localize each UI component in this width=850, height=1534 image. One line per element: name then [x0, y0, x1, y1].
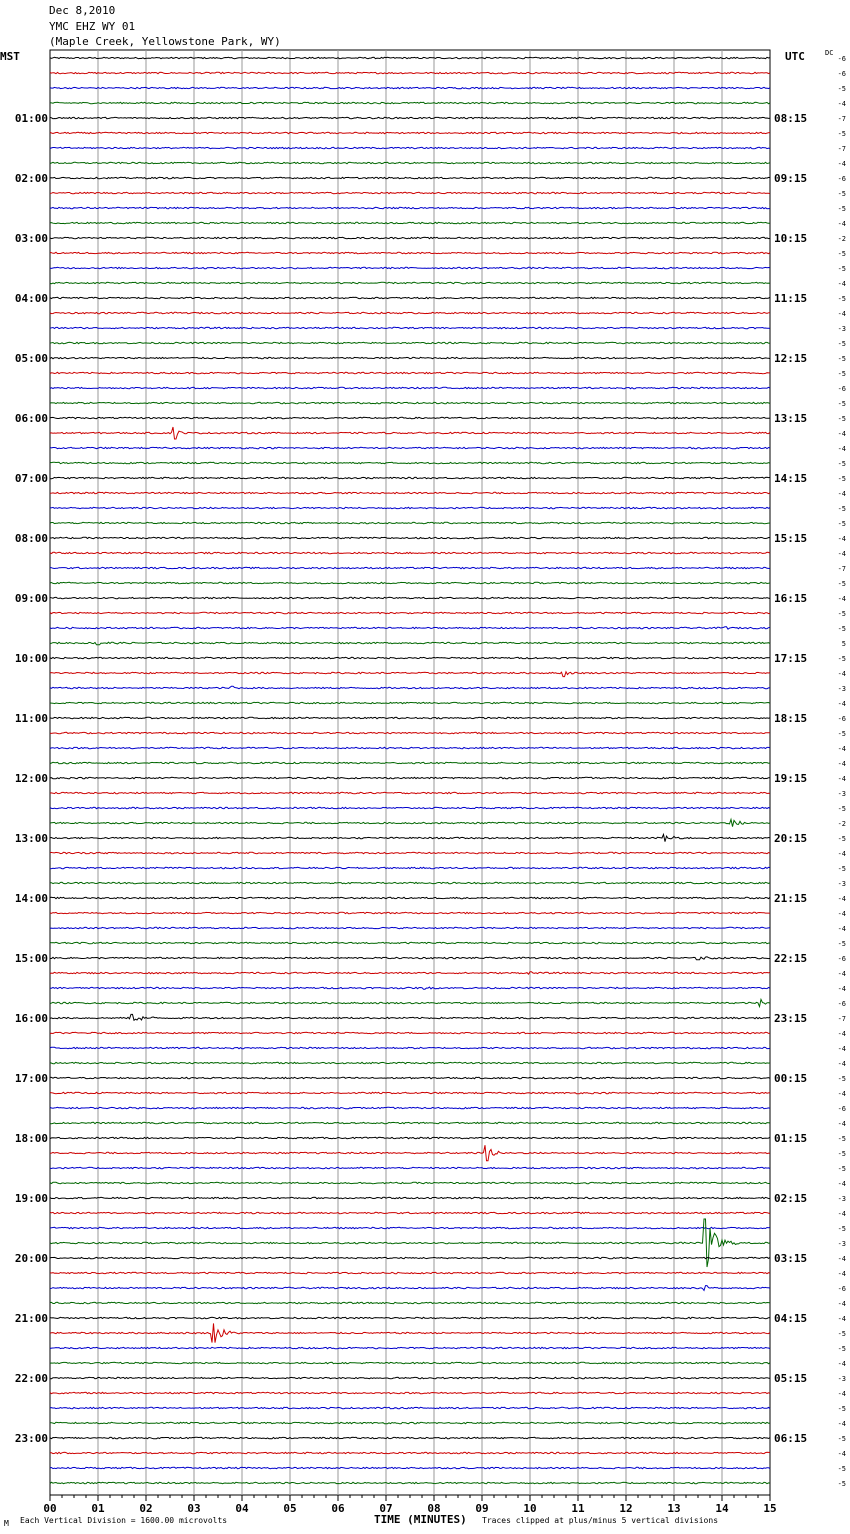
right-hour-label: 13:15	[774, 412, 808, 425]
dc-offset-label: -4	[837, 160, 846, 168]
dc-offset-label: -5	[837, 610, 846, 618]
trace-line	[50, 372, 770, 373]
trace-line	[50, 834, 770, 841]
dc-label: DC	[825, 49, 834, 57]
trace-line	[50, 1145, 770, 1161]
dc-offset-label: -5	[837, 130, 846, 138]
dc-offset-label: -5	[837, 805, 846, 813]
dc-offset-label: -4	[837, 910, 846, 918]
trace-line	[50, 807, 770, 808]
right-hour-label: 21:15	[774, 892, 808, 905]
x-tick-label: 08	[427, 1502, 441, 1515]
trace-line	[50, 1032, 770, 1033]
dc-offset-label: -5	[837, 475, 846, 483]
trace-line	[50, 897, 770, 898]
trace-line	[50, 1362, 770, 1363]
dc-offset-label: -5	[837, 400, 846, 408]
dc-offset-label: -5	[837, 865, 846, 873]
left-hour-label: 01:00	[14, 112, 48, 125]
trace-line	[50, 912, 770, 913]
trace-line	[50, 1467, 770, 1468]
right-hour-label: 15:15	[774, 532, 808, 545]
left-hour-label: 09:00	[14, 592, 48, 605]
right-hour-label: 18:15	[774, 712, 808, 725]
trace-line	[50, 612, 770, 613]
trace-line	[50, 852, 770, 853]
dc-offset-label: -5	[837, 1480, 846, 1488]
trace-line	[50, 627, 770, 629]
x-tick-label: 13	[667, 1502, 681, 1515]
left-hour-label: 13:00	[14, 832, 48, 845]
dc-offset-label: -7	[837, 565, 846, 573]
dc-offset-label: -7	[837, 115, 846, 123]
trace-line	[50, 402, 770, 403]
dc-offset-label: -4	[837, 1045, 846, 1053]
trace-line	[50, 222, 770, 223]
right-hour-label: 14:15	[774, 472, 808, 485]
x-tick-label: 12	[619, 1502, 633, 1515]
dc-offset-label: -4	[837, 100, 846, 108]
dc-offset-label: -6	[837, 1000, 846, 1008]
trace-line	[50, 957, 770, 960]
dc-offset-label: -6	[837, 1105, 846, 1113]
trace-line	[50, 282, 770, 283]
trace-line	[50, 177, 770, 178]
left-hour-label: 19:00	[14, 1192, 48, 1205]
trace-line	[50, 477, 770, 478]
dc-offset-label: -4	[837, 445, 846, 453]
dc-offset-label: -3	[837, 685, 846, 693]
dc-offset-label: -2	[837, 235, 846, 243]
dc-offset-label: -3	[837, 1375, 846, 1383]
trace-line	[50, 417, 770, 418]
trace-line	[50, 522, 770, 523]
dc-offset-label: -4	[837, 760, 846, 768]
dc-offset-label: -5	[837, 460, 846, 468]
right-hour-label: 03:15	[774, 1252, 808, 1265]
dc-offset-label: -4	[837, 1180, 846, 1188]
trace-line	[50, 1392, 770, 1393]
trace-line	[50, 732, 770, 733]
dc-offset-label: -4	[837, 1120, 846, 1128]
dc-offset-label: -5	[837, 835, 846, 843]
trace-line	[50, 657, 770, 658]
right-hour-label: 04:15	[774, 1312, 808, 1325]
dc-offset-label: -5	[837, 1135, 846, 1143]
x-tick-label: 04	[235, 1502, 249, 1515]
dc-offset-label: -5	[837, 1330, 846, 1338]
right-axis-label: UTC	[785, 50, 805, 63]
right-hour-label: 17:15	[774, 652, 808, 665]
x-tick-label: 02	[139, 1502, 153, 1515]
trace-line	[50, 1286, 770, 1291]
trace-line	[50, 582, 770, 583]
trace-line	[50, 792, 770, 793]
trace-line	[50, 942, 770, 943]
dc-offset-label: -5	[837, 205, 846, 213]
left-hour-label: 10:00	[14, 652, 48, 665]
dc-offset-label: -4	[837, 1090, 846, 1098]
dc-offset-label: -5	[837, 415, 846, 423]
dc-offset-label: -3	[837, 790, 846, 798]
dc-offset-label: -5	[837, 730, 846, 738]
trace-line	[50, 1212, 770, 1213]
dc-offset-label: 5	[841, 640, 846, 648]
dc-offset-label: -7	[837, 145, 846, 153]
x-tick-label: 00	[43, 1502, 57, 1515]
trace-line	[50, 1377, 770, 1378]
trace-line	[50, 717, 770, 718]
trace-line	[50, 1122, 770, 1123]
trace-line	[50, 552, 770, 553]
left-hour-label: 21:00	[14, 1312, 48, 1325]
dc-offset-label: -5	[837, 265, 846, 273]
right-hour-label: 10:15	[774, 232, 808, 245]
dc-offset-label: -5	[837, 655, 846, 663]
dc-offset-label: -6	[837, 715, 846, 723]
dc-offset-label: -4	[837, 1360, 846, 1368]
dc-offset-label: -5	[837, 190, 846, 198]
dc-offset-label: -4	[837, 1030, 846, 1038]
trace-line	[50, 1347, 770, 1348]
trace-line	[50, 819, 770, 826]
x-axis-title: TIME (MINUTES)	[374, 1513, 467, 1526]
dc-offset-label: -5	[837, 1150, 846, 1158]
trace-line	[50, 427, 770, 439]
trace-line	[50, 462, 770, 463]
trace-line	[50, 999, 770, 1006]
right-hour-label: 02:15	[774, 1192, 808, 1205]
trace-line	[50, 1437, 770, 1438]
dc-offset-label: -6	[837, 55, 846, 63]
footer-scale: Each Vertical Division = 1600.00 microvolts	[20, 1516, 228, 1525]
trace-line	[50, 1197, 770, 1198]
dc-offset-label: -4	[837, 1300, 846, 1308]
trace-line	[50, 342, 770, 343]
left-hour-label: 22:00	[14, 1372, 48, 1385]
dc-offset-label: -4	[837, 670, 846, 678]
trace-line	[50, 252, 770, 253]
left-hour-label: 16:00	[14, 1012, 48, 1025]
trace-line	[50, 147, 770, 148]
trace-line	[50, 702, 770, 703]
dc-offset-label: -4	[837, 220, 846, 228]
trace-line	[50, 162, 770, 163]
header-station: YMC EHZ WY 01	[49, 20, 136, 33]
dc-offset-label: -4	[837, 970, 846, 978]
dc-offset-label: -4	[837, 1315, 846, 1323]
trace-line	[50, 357, 770, 358]
footer-mark: M	[4, 1519, 9, 1528]
dc-offset-label: -4	[837, 745, 846, 753]
dc-offset-label: -4	[837, 850, 846, 858]
right-hour-label: 00:15	[774, 1072, 808, 1085]
dc-offset-label: -4	[837, 1060, 846, 1068]
header-date: Dec 8,2010	[49, 4, 116, 17]
right-hour-label: 09:15	[774, 172, 808, 185]
left-hour-label: 20:00	[14, 1252, 48, 1265]
right-hour-label: 19:15	[774, 772, 808, 785]
dc-offset-label: -6	[837, 1285, 846, 1293]
left-hour-label: 03:00	[14, 232, 48, 245]
trace-line	[50, 1317, 770, 1318]
dc-offset-label: -4	[837, 280, 846, 288]
left-hour-label: 05:00	[14, 352, 48, 365]
trace-line	[50, 192, 770, 193]
trace-line	[50, 57, 770, 58]
trace-line	[50, 1062, 770, 1063]
dc-offset-label: -4	[837, 490, 846, 498]
dc-offset-label: -5	[837, 1435, 846, 1443]
x-tick-label: 07	[379, 1502, 393, 1515]
dc-offset-label: -4	[837, 985, 846, 993]
dc-offset-label: -5	[837, 1165, 846, 1173]
trace-line	[50, 1422, 770, 1423]
x-tick-label: 06	[331, 1502, 345, 1515]
left-hour-label: 23:00	[14, 1432, 48, 1445]
dc-offset-label: -5	[837, 370, 846, 378]
dc-offset-label: -3	[837, 1195, 846, 1203]
trace-line	[50, 537, 770, 538]
trace-line	[50, 447, 770, 448]
trace-line	[50, 267, 770, 268]
trace-line	[50, 207, 770, 208]
dc-offset-label: -5	[837, 625, 846, 633]
dc-offset-label: -5	[837, 1075, 846, 1083]
dc-offset-label: -4	[837, 595, 846, 603]
x-tick-label: 09	[475, 1502, 489, 1515]
trace-line	[50, 1272, 770, 1273]
dc-offset-label: -6	[837, 175, 846, 183]
footer-clip-note: Traces clipped at plus/minus 5 vertical divisions	[482, 1516, 719, 1525]
trace-line	[50, 1302, 770, 1303]
trace-line	[50, 102, 770, 103]
trace-line	[50, 762, 770, 763]
right-hour-label: 11:15	[774, 292, 808, 305]
left-hour-label: 15:00	[14, 952, 48, 965]
dc-offset-label: -5	[837, 1345, 846, 1353]
trace-line	[50, 1107, 770, 1108]
dc-offset-label: -4	[837, 1255, 846, 1263]
right-hour-label: 23:15	[774, 1012, 808, 1025]
trace-line	[50, 492, 770, 493]
left-hour-label: 14:00	[14, 892, 48, 905]
left-hour-label: 08:00	[14, 532, 48, 545]
left-hour-label: 06:00	[14, 412, 48, 425]
dc-offset-label: -5	[837, 1405, 846, 1413]
dc-offset-label: -6	[837, 955, 846, 963]
dc-offset-label: -5	[837, 340, 846, 348]
dc-offset-label: -2	[837, 820, 846, 828]
trace-line	[50, 1482, 770, 1483]
trace-line	[50, 87, 770, 88]
dc-offset-label: -5	[837, 505, 846, 513]
right-hour-label: 22:15	[774, 952, 808, 965]
trace-line	[50, 597, 770, 598]
left-hour-label: 12:00	[14, 772, 48, 785]
dc-offset-label: -4	[837, 1420, 846, 1428]
left-axis-label: MST	[0, 50, 20, 63]
dc-offset-label: -4	[837, 1270, 846, 1278]
trace-line	[50, 1323, 770, 1342]
dc-offset-label: -4	[837, 535, 846, 543]
dc-offset-label: -3	[837, 325, 846, 333]
trace-line	[50, 972, 770, 974]
trace-line	[50, 132, 770, 133]
trace-line	[50, 882, 770, 883]
plot-frame	[50, 50, 770, 1495]
dc-offset-label: -7	[837, 1015, 846, 1023]
trace-line	[50, 1452, 770, 1453]
trace-line	[50, 72, 770, 73]
right-hour-label: 12:15	[774, 352, 808, 365]
dc-offset-label: -4	[837, 700, 846, 708]
dc-offset-label: -4	[837, 1390, 846, 1398]
trace-line	[50, 1137, 770, 1138]
trace-line	[50, 117, 770, 118]
trace-line	[50, 642, 770, 645]
right-hour-label: 08:15	[774, 112, 808, 125]
trace-line	[50, 1092, 770, 1093]
x-tick-label: 01	[91, 1502, 105, 1515]
trace-line	[50, 567, 770, 568]
dc-offset-label: -5	[837, 520, 846, 528]
dc-offset-label: -5	[837, 1225, 846, 1233]
trace-line	[50, 747, 770, 748]
trace-line	[50, 237, 770, 238]
trace-line	[50, 1257, 770, 1258]
trace-line	[50, 1407, 770, 1408]
left-hour-label: 04:00	[14, 292, 48, 305]
dc-offset-label: -5	[837, 1465, 846, 1473]
dc-offset-label: -5	[837, 580, 846, 588]
trace-line	[50, 686, 770, 689]
left-hour-label: 18:00	[14, 1132, 48, 1145]
trace-line	[50, 1182, 770, 1183]
left-hour-label: 02:00	[14, 172, 48, 185]
trace-line	[50, 777, 770, 778]
dc-offset-label: -4	[837, 1450, 846, 1458]
left-hour-label: 07:00	[14, 472, 48, 485]
dc-offset-label: -5	[837, 85, 846, 93]
right-hour-label: 05:15	[774, 1372, 808, 1385]
trace-line	[50, 312, 770, 313]
dc-offset-label: -4	[837, 310, 846, 318]
right-hour-label: 16:15	[774, 592, 808, 605]
dc-offset-label: -6	[837, 70, 846, 78]
dc-offset-label: -4	[837, 550, 846, 558]
dc-offset-label: -5	[837, 295, 846, 303]
right-hour-label: 20:15	[774, 832, 808, 845]
dc-offset-label: -5	[837, 355, 846, 363]
dc-offset-label: -6	[837, 385, 846, 393]
dc-offset-label: -4	[837, 895, 846, 903]
left-hour-label: 17:00	[14, 1072, 48, 1085]
trace-line	[50, 297, 770, 298]
trace-line	[50, 1167, 770, 1168]
dc-offset-label: -4	[837, 1210, 846, 1218]
dc-offset-label: -5	[837, 250, 846, 258]
trace-line	[50, 1047, 770, 1048]
trace-line	[50, 1227, 770, 1228]
x-tick-label: 14	[715, 1502, 729, 1515]
trace-line	[50, 507, 770, 508]
dc-offset-label: -3	[837, 1240, 846, 1248]
dc-offset-label: -4	[837, 775, 846, 783]
trace-line	[50, 1014, 770, 1020]
trace-line	[50, 1219, 770, 1267]
right-hour-label: 01:15	[774, 1132, 808, 1145]
left-hour-label: 11:00	[14, 712, 48, 725]
trace-line	[50, 867, 770, 868]
trace-line	[50, 1077, 770, 1078]
x-tick-label: 11	[571, 1502, 585, 1515]
x-tick-label: 05	[283, 1502, 297, 1515]
header-location: (Maple Creek, Yellowstone Park, WY)	[49, 35, 281, 48]
x-tick-label: 03	[187, 1502, 201, 1515]
dc-offset-label: -4	[837, 925, 846, 933]
trace-line	[50, 327, 770, 328]
trace-line	[50, 987, 770, 989]
x-tick-label: 15	[763, 1502, 777, 1515]
x-tick-label: 10	[523, 1502, 537, 1515]
dc-offset-label: -3	[837, 880, 846, 888]
trace-line	[50, 672, 770, 677]
dc-offset-label: -4	[837, 430, 846, 438]
dc-offset-label: -5	[837, 940, 846, 948]
trace-line	[50, 387, 770, 388]
right-hour-label: 06:15	[774, 1432, 808, 1445]
trace-line	[50, 927, 770, 928]
